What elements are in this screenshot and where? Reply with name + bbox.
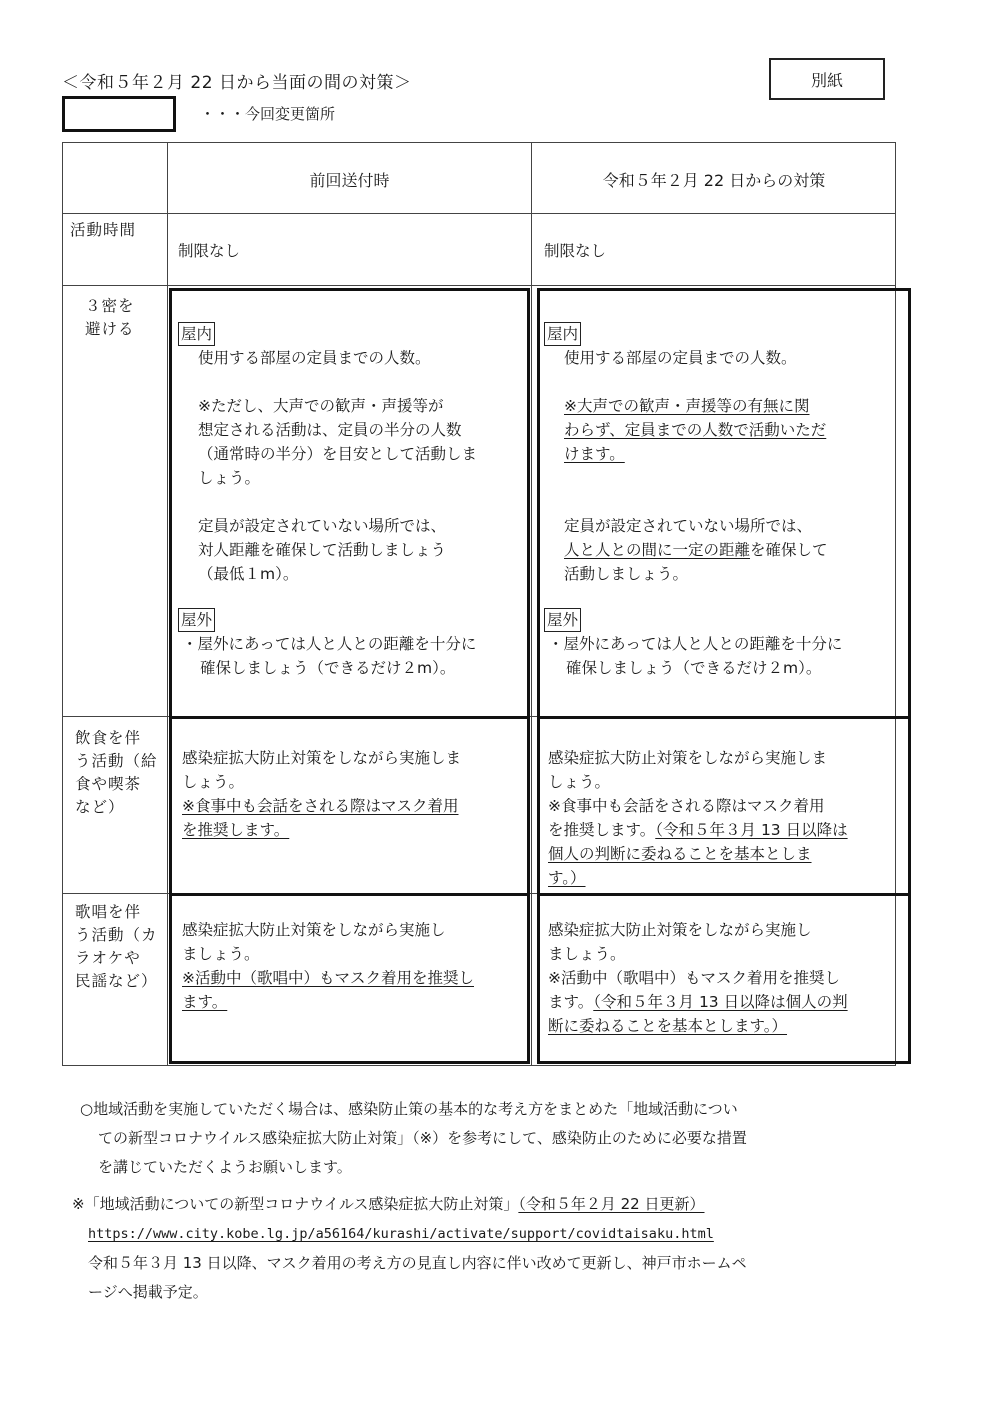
cell-before-singing: 感染症拡大防止対策をしながら実施し ましょう。 ※活動中（歌唱中）もマスク着用を推奨し ます。 (182, 921, 474, 1011)
row-label-avoid-3c: ３密を 避ける (85, 297, 135, 338)
indoor-tag: 屋内 (544, 322, 581, 346)
row-label-singing: 歌唱を伴 う活動（カ ラオケや 民謡など） (75, 903, 158, 990)
row-label-eating: 飲食を伴 う活動（給 食や喫茶 など） (75, 729, 158, 816)
covid-measures-link[interactable]: https://www.city.kobe.lg.jp/a56164/kurashi/activate/support/covidtaisaku.html (88, 1226, 714, 1242)
row-label-activity-time: 活動時間 (70, 221, 137, 239)
attachment-label: 別紙 (769, 58, 885, 100)
col-header-after: 令和５年２月 22 日からの対策 (602, 171, 826, 190)
cell-before-avoid-3c: 屋内 使用する部屋の定員までの人数。 ※ただし、大声での歓声・声援等が 想定される活動は、定員の半分の人数 （通常時の半分）を目安として活動しま しょう。 定員が設定されていない場所では、 対人距離を確保して活動しましょう （最低１m）。 屋外 ・屋外にあっては人と人との距離を十分に 確保しましょう（できるだけ２m）。 (178, 322, 526, 680)
outdoor-tag: 屋外 (544, 608, 581, 632)
cell-before-eating: 感染症拡大防止対策をしながら実施しま しょう。 ※食事中も会話をされる際はマスク着用 を推奨します。 (182, 749, 462, 839)
outdoor-tag: 屋外 (178, 608, 215, 632)
indoor-tag: 屋内 (178, 322, 215, 346)
page-title: ＜令和５年２月 22 日から当面の間の対策＞ (62, 73, 412, 93)
footer-paragraph: ○地域活動を実施していただく場合は、感染防止策の基本的な考え方をまとめた「地域活動につい ての新型コロナウイルス感染症拡大防止対策」（※）を参考にして、感染防止のために必要な措置 を講じていただくようお願いします。 (80, 1100, 747, 1176)
legend-box (62, 96, 176, 132)
cell-after-activity-time: 制限なし (544, 242, 607, 260)
legend-text: ・・・今回変更箇所 (200, 105, 336, 123)
footer-note: ※「地域活動についての新型コロナウイルス感染症拡大防止対策」（令和５年２月 22 日更新） https://www.city.kobe.lg.jp/a56164/kurashi/activate/support/covidtaisaku.html 令和５年３月 13 日以降、マスク着用の考え方の見直し内容に伴い改めて更新し、神戸市ホームペ ージへ掲載予定。 (72, 1195, 747, 1301)
cell-after-eating: 感染症拡大防止対策をしながら実施しま しょう。 ※食事中も会話をされる際はマスク着用 を推奨します。（令和５年３月 13 日以降は 個人の判断に委ねることを基本としま す。） (548, 749, 848, 887)
cell-before-activity-time: 制限なし (178, 242, 241, 260)
col-header-before: 前回送付時 (309, 171, 390, 190)
cell-after-avoid-3c: 屋内 使用する部屋の定員までの人数。 ※大声での歓声・声援等の有無に関 わらず、定員までの人数で活動いただ けます。 定員が設定されていない場所では、 人と人との間に一定の距離を確保して 活動しましょう。 屋外 ・屋外にあっては人と人との距離を十分に 確保しましょう（できるだけ２m）。 (544, 322, 899, 680)
cell-after-singing: 感染症拡大防止対策をしながら実施し ましょう。 ※活動中（歌唱中）もマスク着用を推奨し ます。（令和５年３月 13 日以降は個人の判 断に委ねることを基本とします。） (548, 921, 848, 1035)
